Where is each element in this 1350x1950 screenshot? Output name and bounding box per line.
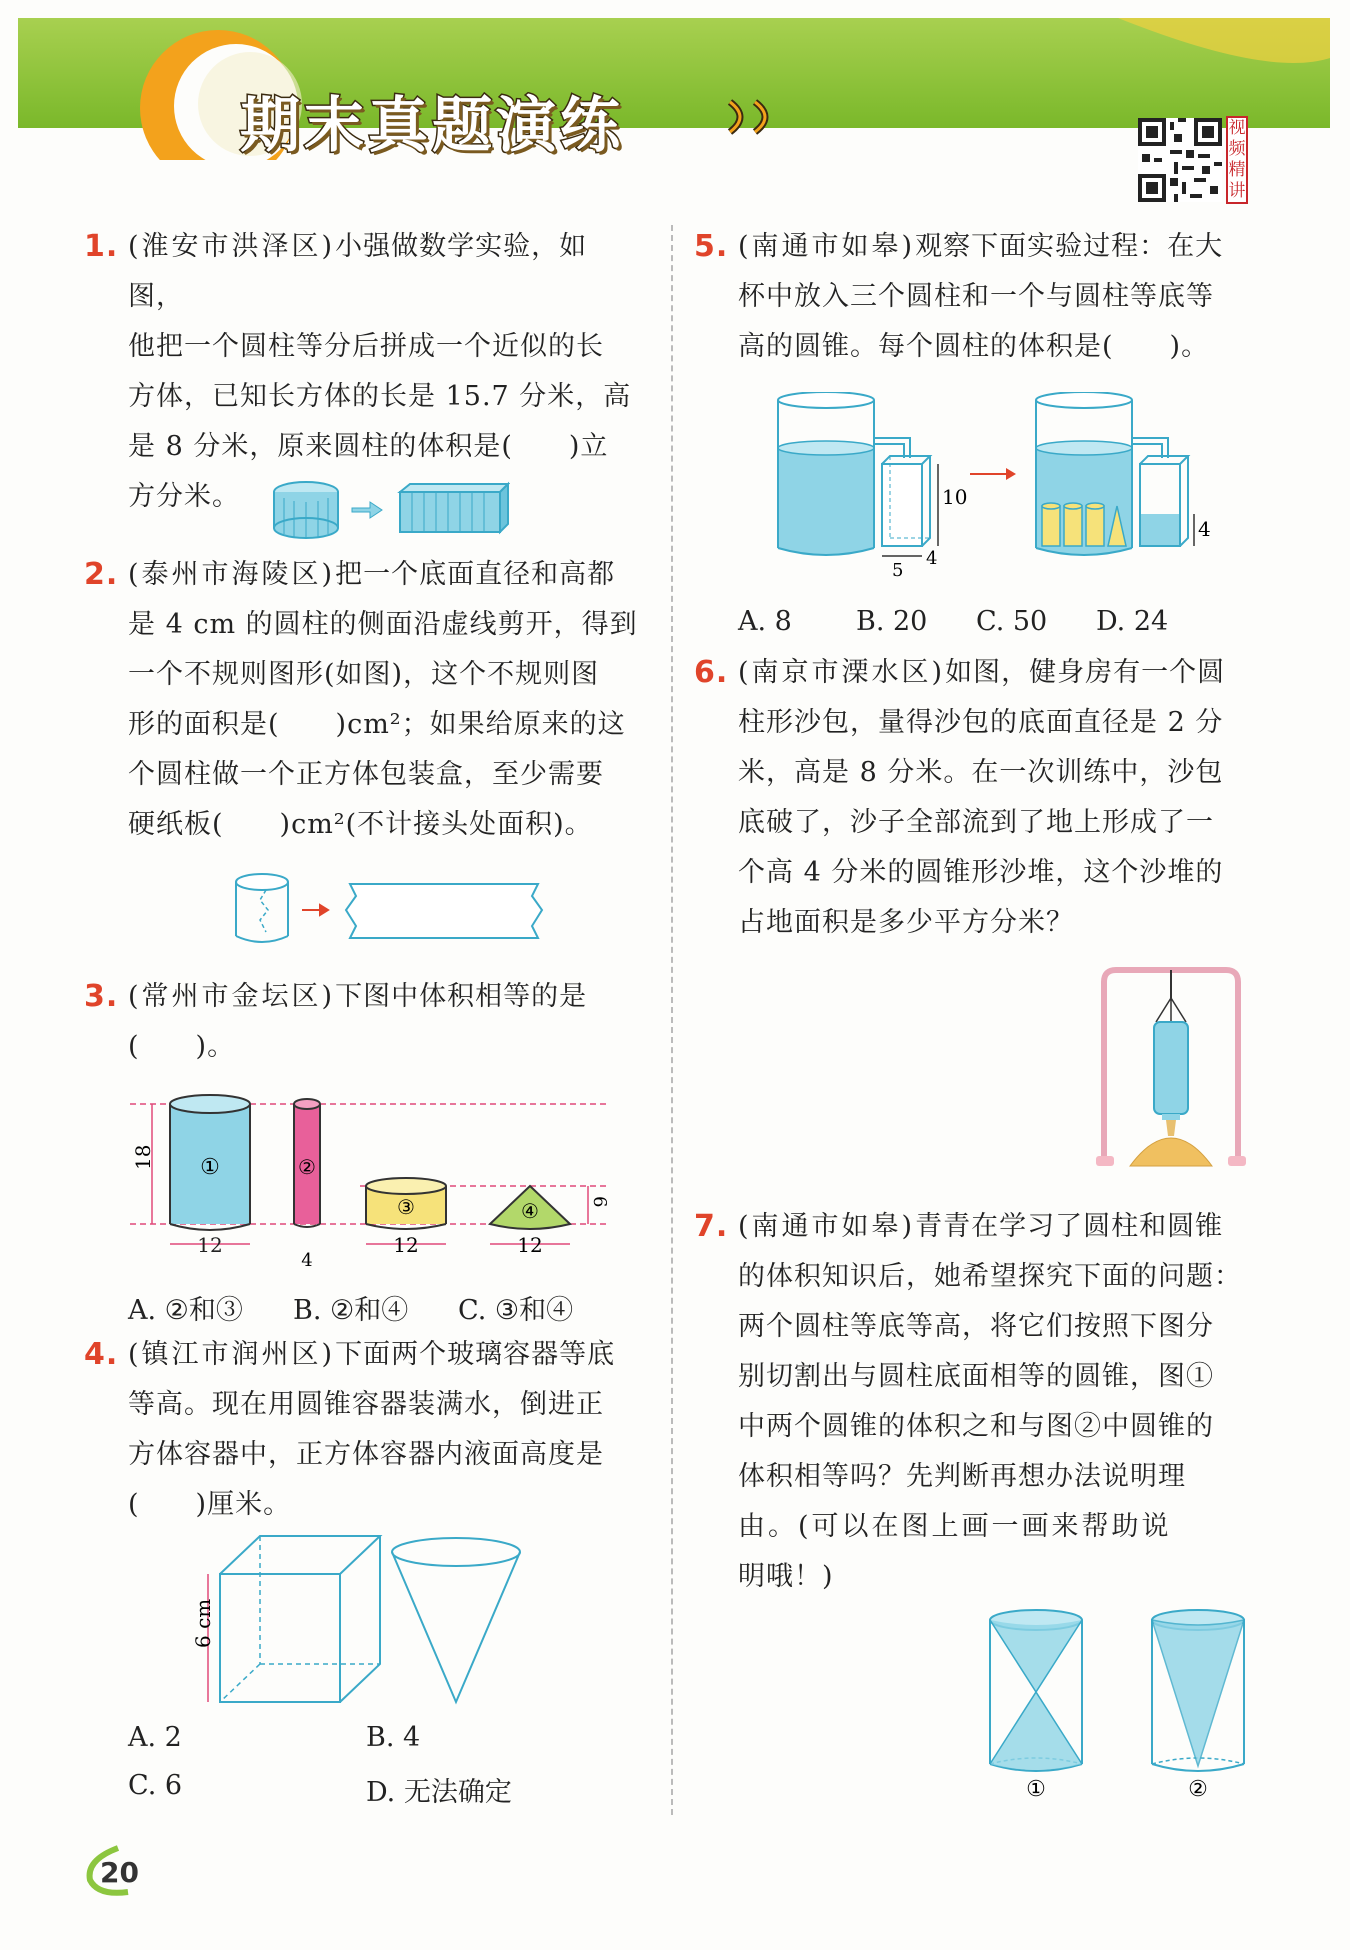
question-text: 方体，已知长方体的长是 15.7 分米，高 [128,381,632,412]
question-number: 2. [84,557,119,592]
dimension-label: 4 [926,548,938,569]
video-explanation-label[interactable]: 视 频 精 讲 [1226,116,1248,204]
question-text: 中两个圆锥的体积之和与图②中圆锥的 [738,1411,1214,1442]
question-text: 小强做数学实验，如图， [128,231,588,312]
figure-label: ② [1188,1777,1208,1802]
water-displacement-figure [770,392,1240,582]
option-c[interactable]: C. 6 [128,1770,183,1801]
option-a[interactable]: A. 2 [128,1722,182,1753]
question-number: 4. [84,1337,119,1372]
solid-label: ① [200,1155,220,1180]
dimension-label: 4 [301,1250,313,1270]
question-text: 占地面积是多少平方分米？ [738,907,1074,938]
question-text: 高的圆锥。每个圆柱的体积是( )。 [738,331,1210,362]
question-5 [694,222,1248,372]
question-source: (南通市如皋) [738,1211,916,1242]
page-number: 20 [100,1856,139,1889]
option-b[interactable]: B. ②和④ [293,1295,409,1326]
cube-and-cone-figure [190,1530,550,1710]
cylinder-cones-figure [980,1604,1260,1804]
question-text: 下图中体积相等的是 [335,981,588,1012]
dimension-label: 4 [1198,517,1211,541]
question-text: 等高。现在用圆锥容器装满水，倒进正 [128,1389,604,1420]
question-text: 一个不规则图形(如图)，这个不规则图 [128,659,600,690]
punching-bag-sand-pile-figure [1096,960,1246,1170]
question-number: 1. [84,229,119,264]
question-text: 由。(可以在图上画一画来帮助说 [738,1511,1172,1542]
header-banner [18,18,1330,160]
question-number: 7. [694,1209,729,1244]
question-number: 6. [694,655,729,690]
question-text: ( )。 [128,1031,236,1062]
question-text: 明哦！) [738,1561,834,1592]
question-source: (常州市金坛区) [128,981,336,1012]
option-a[interactable]: A. ②和③ [128,1295,243,1326]
question-text: 个高 4 分米的圆锥形沙堆，这个沙堆的 [738,857,1224,888]
question-text: 他把一个圆柱等分后拼成一个近似的长 [128,331,604,362]
option-a[interactable]: A. 8 [738,606,792,637]
solids-comparison-figure [130,1090,620,1270]
question-source: (镇江市润州区) [128,1339,336,1370]
question-text: 观察下面实验过程：在大 [915,231,1224,262]
option-b[interactable]: B. 4 [366,1722,421,1753]
solid-label: ③ [397,1195,415,1219]
question-2 [84,550,638,850]
dimension-label: 12 [517,1233,543,1257]
dimension-label: 6 [589,1196,610,1208]
option-d[interactable]: D. 24 [1096,606,1169,637]
question-number: 5. [694,229,729,264]
dimension-label: 18 [131,1144,155,1170]
question-text: 底破了，沙子全部流到了地上形成了一 [738,807,1214,838]
question-3 [84,972,638,1072]
question-text: 是 4 cm 的圆柱的侧面沿虚线剪开，得到 [128,609,638,640]
page-title: 期末真题演练 [240,91,624,161]
question-4 [84,1330,638,1530]
question-6 [694,648,1248,948]
option-b[interactable]: B. 20 [856,606,928,637]
question-text: 别切割出与圆柱底面相等的圆锥，图① [738,1361,1214,1392]
dimension-label: 10 [942,485,968,509]
solid-label: ④ [521,1199,539,1223]
question-text: 青青在学习了圆柱和圆锥 [915,1211,1224,1242]
question-source: (南京市溧水区) [738,657,946,688]
figure-label: ① [1026,1777,1046,1802]
question-text: 方分米。 [128,481,240,512]
dimension-label: 5 [892,560,904,581]
question-text: 米，高是 8 分米。在一次训练中，沙包 [738,757,1224,788]
cylinder-to-cuboid-figure [270,478,510,540]
question-text: 形的面积是( )cm²；如果给原来的这 [128,709,626,740]
question-text: 个圆柱做一个正方体包装盒，至少需要 [128,759,604,790]
dimension-label: 12 [197,1233,223,1257]
question-text: 杯中放入三个圆柱和一个与圆柱等底等 [738,281,1214,312]
question-text: 下面两个玻璃容器等底 [335,1339,616,1370]
question-text: 是 8 分米，原来圆柱的体积是( )立 [128,431,609,462]
question-text: 把一个底面直径和高都 [335,559,616,590]
solid-label: ② [298,1155,316,1179]
question-1 [84,222,638,522]
dimension-label: 6 cm [191,1598,215,1648]
option-d[interactable]: D. 无法确定 [366,1777,512,1808]
question-text: 柱形沙包，量得沙包的底面直径是 2 分 [738,707,1224,738]
column-divider [671,225,673,1815]
question-text: 如图，健身房有一个圆 [945,657,1226,688]
question-source: (泰州市海陵区) [128,559,336,590]
question-7 [694,1202,1248,1602]
question-number: 3. [84,979,119,1014]
cut-cylinder-figure [232,870,552,950]
option-c[interactable]: C. 50 [976,606,1048,637]
qr-code-icon[interactable] [1138,118,1222,202]
question-text: ( )厘米。 [128,1489,292,1520]
question-text: 体积相等吗？先判断再想办法说明理 [738,1461,1186,1492]
question-source: (淮安市洪泽区) [128,231,336,262]
arrow-decoration-icon [720,92,800,142]
question-text: 两个圆柱等底等高，将它们按照下图分 [738,1311,1214,1342]
question-source: (南通市如皋) [738,231,916,262]
question-text: 硬纸板( )cm²(不计接头处面积)。 [128,809,593,840]
question-text: 的体积知识后，她希望探究下面的问题： [738,1261,1242,1292]
dimension-label: 12 [393,1233,419,1257]
option-c[interactable]: C. ③和④ [458,1295,574,1326]
question-text: 方体容器中，正方体容器内液面高度是 [128,1439,604,1470]
